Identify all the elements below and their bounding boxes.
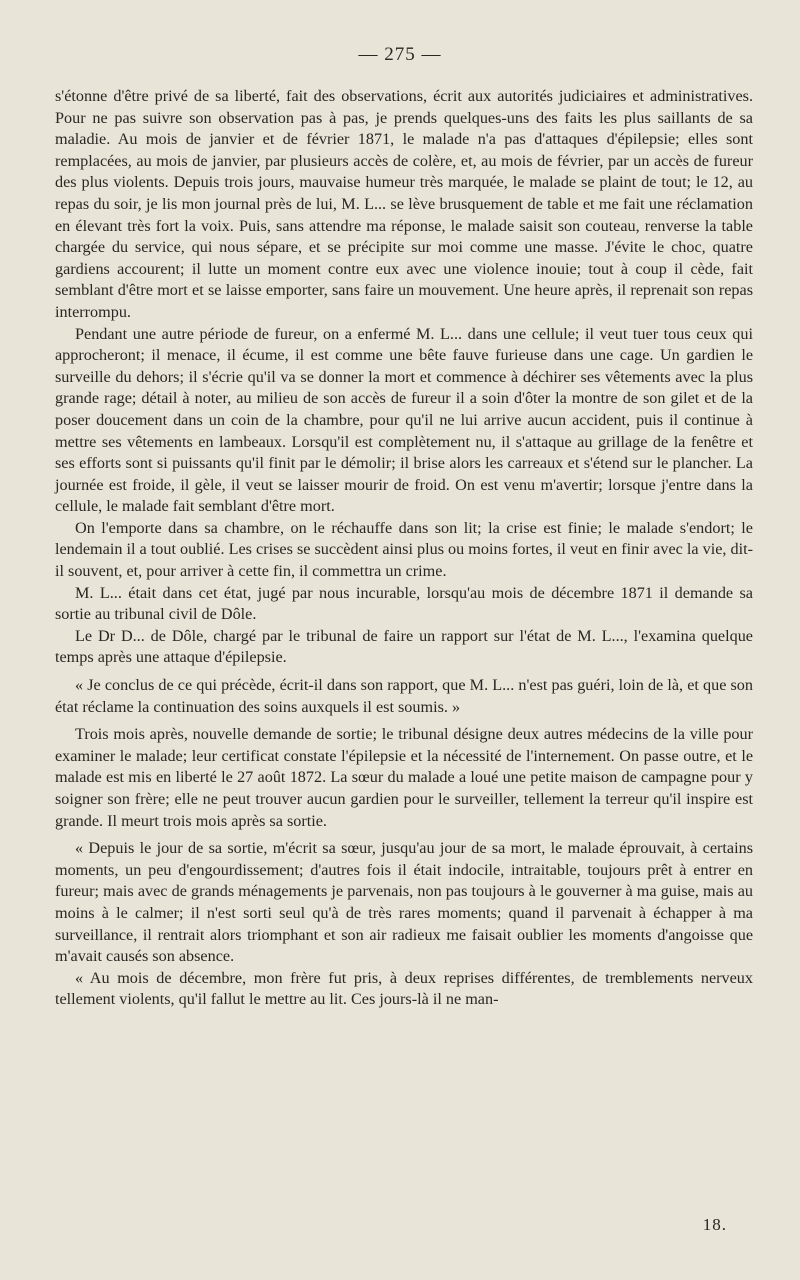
quotation: « Au mois de décembre, mon frère fut pris, à deux reprises différentes, de tremblements nerveux tellement violents, qu'il fallut le mettre au lit. Ces jours-là il ne man-: [55, 968, 753, 1009]
page-number: — 275 —: [358, 44, 442, 65]
quotation: « Je conclus de ce qui précède, écrit-il dans son rapport, que M. L... n'est pas guéri, loin de là, et que son état réclame la continuation des soins auxquels il est soumis. »: [55, 676, 753, 716]
paragraph: Pendant une autre période de fureur, on a enfermé M. L... dans une cellule; il veut tuer tous ceux qui approcheront; il menace, il écume, il est comme une bête fauve furieuse dans une cage. Un gardien le surveille du dehors; il s'écrie qu'il va se donner la mort et commence à déchirer ses vêtements avec la plus grande rage; détail à noter, au milieu de son accès de fureur il a soin d'ôter la montre de son gilet et de la poser doucement dans un coin de la chambre, pour qu'il ne lui arrive aucun accident, puis il continue à mettre ses vêtements en lambeaux. Lorsqu'il est complètement nu, il s'attaque au grillage de la fenêtre et ses efforts sont si puissants qu'il finit par le démolir; il brise alors les carreaux et s'étend sur le plancher. La journée est froide, il gèle, il veut se laisser mourir de froid. On est venu m'avertir; lorsque j'entre dans la cellule, le malade fait semblant d'être mort.: [55, 324, 753, 516]
paragraph: s'étonne d'être privé de sa liberté, fait des observations, écrit aux autorités judiciaires et administratives. Pour ne pas suivre son observation pas à pas, je prends quelques-uns des faits les plus saillants de sa maladie. Au mois de janvier et de février 1871, le malade n'a pas d'attaques d'épilepsie; elles sont remplacées, au mois de janvier, par plusieurs accès de colère, et, au mois de février, par un accès de fureur des plus violents. Depuis trois jours, mauvaise humeur très marquée, le malade se plaint de tout; le 12, au repas du soir, je lis mon journal près de lui, M. L... se lève brusquement de table et me fait une réclamation en élevant très fort la voix. Puis, sans attendre ma réponse, le malade saisit son couteau, renverse la table chargée du service, qui nous sépare, et se précipite sur moi comme une masse. J'évite le choc, quatre gardiens accourent; il lutte un moment contre eux avec une violence inouie; tout à coup il cède, fait semblant d'être mort et se laisse emporter, sans faire un mouvement. Une heure après, il reprenait son repas interrompu.: [55, 87, 753, 321]
paragraph: On l'emporte dans sa chambre, on le réchauffe dans son lit; la crise est finie; le malade s'endort; le lendemain il a tout oublié. Les crises se succèdent ainsi plus ou moins fortes, il veut en finir avec la vie, dit-il souvent, et, pour arriver à cette fin, il commettra un crime.: [55, 518, 753, 581]
paragraph: Le Dr D... de Dôle, chargé par le tribunal de faire un rapport sur l'état de M. L..., l'examina quelque temps après une attaque d'épilepsie.: [55, 626, 753, 667]
signature-mark: 18.: [702, 1215, 727, 1234]
paragraph: M. L... était dans cet état, jugé par nous incurable, lorsqu'au mois de décembre 1871 il demande sa sortie au tribunal civil de Dôle.: [55, 583, 753, 624]
body-text: [55, 86, 753, 1011]
paragraph: Trois mois après, nouvelle demande de sortie; le tribunal désigne deux autres médecins de la ville pour examiner le malade; leur certificat constate l'épilepsie et la nécessité de l'internement. On passe outre, et le malade est mis en liberté le 27 août 1872. La sœur du malade a loué une petite maison de campagne pour y soigner son frère; elle ne peut trouver aucun gardien pour le surveiller, tellement la terreur qu'il inspire est grande. Il meurt trois mois après sa sortie.: [55, 725, 753, 830]
quotation: « Depuis le jour de sa sortie, m'écrit sa sœur, jusqu'au jour de sa mort, le malade éprouvait, à certains moments, un peu d'engourdissement; d'autres fois il était indocile, intraitable, toujours prêt à entrer en fureur; mais avec de grands ménagements je parvenais, non pas toujours à le gouverner à ma guise, mais au moins à le calmer; il n'est sorti seul qu'à de très rares moments; quand il parvenait à échapper à ma surveillance, il rentrait alors triomphant et son air radieux me faisait oublier les moments d'angoisse que m'avait causés son absence.: [55, 839, 753, 966]
